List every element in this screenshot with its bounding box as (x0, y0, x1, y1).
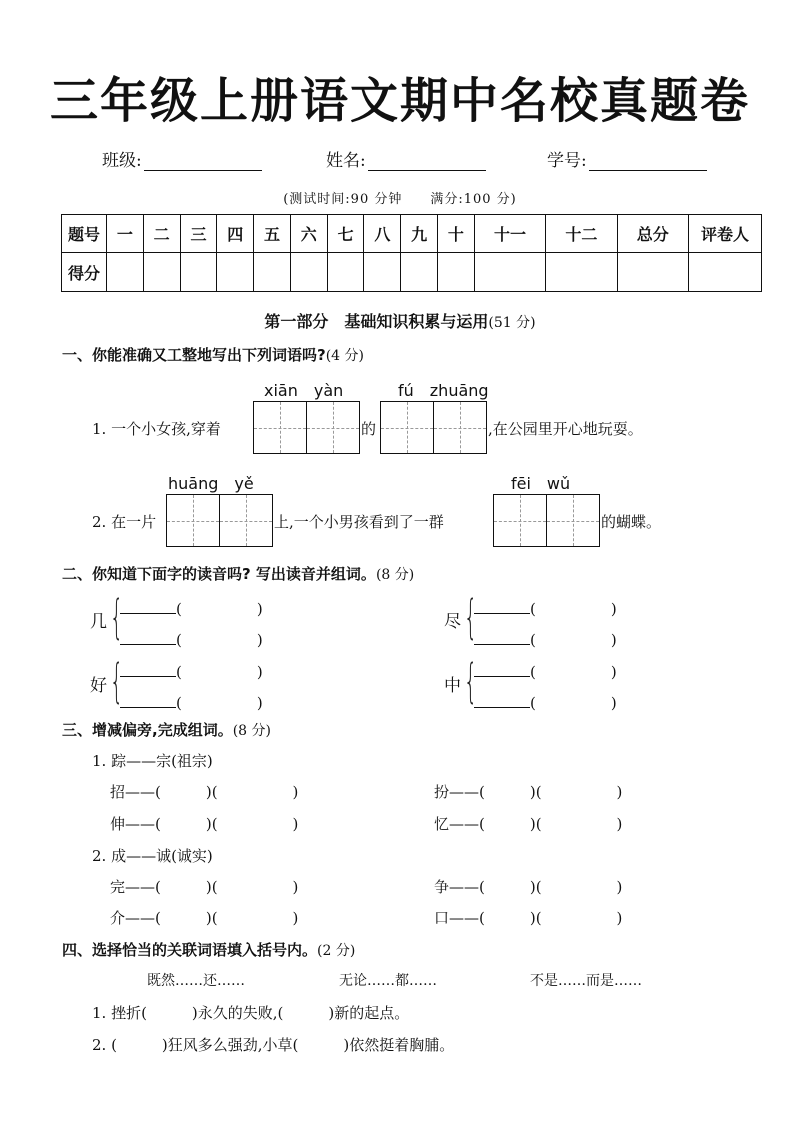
test-info: (测试时间:90 分钟 满分:100 分) (283, 192, 517, 207)
q3-item[interactable]: 口——( )( ) (434, 909, 623, 927)
id-field (547, 146, 707, 171)
part1-title (0, 309, 800, 332)
score-header-cell: 六 (290, 215, 327, 253)
q2-blank-row (474, 629, 617, 650)
q1-pinyin-2: fú zhuāng (398, 381, 489, 400)
score-header-cell: 八 (364, 215, 401, 253)
q1-title-text: 一、你能准确又工整地写出下列词语吗? (62, 346, 326, 364)
q1-item1-middle: 的 (361, 420, 377, 438)
q2-blank-row (474, 692, 617, 713)
q3-item[interactable]: 伸——( )( ) (110, 815, 299, 833)
score-row-label: 得分 (62, 253, 107, 292)
class-label: 班级: (102, 151, 142, 171)
name-blank[interactable] (368, 155, 486, 171)
q4-option: 无论……都…… (339, 973, 437, 989)
q3-example-2: 2. 成——诚(诚实) (92, 847, 213, 865)
name-label: 姓名: (326, 151, 366, 171)
q2-char: 中 (444, 676, 461, 696)
q3-points: (8 分) (232, 723, 271, 739)
part1-title-text: 第一部分 基础知识积累与运用 (264, 312, 489, 331)
score-header-cell: 四 (217, 215, 254, 253)
score-cell[interactable] (689, 253, 762, 292)
q4-option: 既然……还…… (147, 973, 245, 989)
q2-blank-row (120, 692, 263, 713)
q2-paren[interactable]: ( ) (176, 663, 263, 681)
score-header-cell: 总分 (617, 215, 688, 253)
q3-item[interactable]: 忆——( )( ) (434, 815, 623, 833)
brace-icon: { (110, 590, 124, 644)
score-header-cell: 三 (180, 215, 217, 253)
score-header-cell: 二 (143, 215, 180, 253)
q1-writing-box-1[interactable] (253, 401, 360, 454)
q2-title-text: 二、你知道下面字的读音吗? 写出读音并组词。 (62, 565, 376, 583)
q3-item[interactable]: 介——( )( ) (110, 909, 299, 927)
score-header-cell: 十 (438, 215, 475, 253)
score-cell[interactable] (290, 253, 327, 292)
brace-icon: { (464, 654, 478, 708)
score-cell[interactable] (217, 253, 254, 292)
q1-pinyin-1: xiān yàn (264, 381, 344, 400)
q1-item1-suffix: ,在公园里开心地玩耍。 (488, 420, 643, 438)
class-field (102, 146, 262, 171)
name-field (326, 146, 486, 171)
q2-title (62, 563, 414, 584)
q1-title (62, 344, 364, 365)
q3-title (62, 719, 271, 740)
part1-points: (51 分) (488, 315, 536, 331)
q1-pinyin-4: fēi wǔ (511, 474, 571, 493)
q2-pinyin-blank[interactable] (120, 631, 176, 645)
q1-item2-suffix: 的蝴蝶。 (601, 513, 662, 531)
q2-paren[interactable]: ( ) (176, 600, 263, 618)
score-cell[interactable] (107, 253, 144, 292)
q2-paren[interactable]: ( ) (176, 694, 263, 712)
q1-item1-prefix: 1. 一个小女孩,穿着 (92, 420, 221, 438)
q2-char: 尽 (444, 612, 461, 632)
q2-pinyin-blank[interactable] (474, 600, 530, 614)
q3-item[interactable]: 完——( )( ) (110, 878, 299, 896)
q2-blank-row (120, 629, 263, 650)
page-title: 三年级上册语文期中名校真题卷 (49, 73, 750, 129)
score-header-cell: 题号 (62, 215, 107, 253)
score-cell[interactable] (438, 253, 475, 292)
q2-pinyin-blank[interactable] (120, 663, 176, 677)
id-blank[interactable] (589, 155, 707, 171)
score-cell[interactable] (254, 253, 291, 292)
q1-writing-box-4[interactable] (493, 494, 600, 547)
score-cell[interactable] (180, 253, 217, 292)
q2-blank-row (120, 598, 263, 619)
q4-title (62, 939, 355, 960)
score-cell[interactable] (401, 253, 438, 292)
q1-writing-box-2[interactable] (380, 401, 487, 454)
score-cell[interactable] (546, 253, 617, 292)
q1-item2-prefix: 2. 在一片 (92, 513, 157, 531)
id-label: 学号: (547, 151, 587, 171)
class-blank[interactable] (144, 155, 262, 171)
q2-paren[interactable]: ( ) (530, 663, 617, 681)
q2-blank-row (474, 661, 617, 682)
q2-blank-row (474, 598, 617, 619)
score-cell[interactable] (474, 253, 545, 292)
q3-example-1: 1. 踪——宗(祖宗) (92, 752, 213, 770)
q4-option: 不是……而是…… (530, 973, 642, 989)
q1-writing-box-3[interactable] (166, 494, 273, 547)
q2-pinyin-blank[interactable] (474, 631, 530, 645)
q4-title-text: 四、选择恰当的关联词语填入括号内。 (62, 941, 318, 959)
score-cell[interactable] (617, 253, 688, 292)
q4-points: (2 分) (317, 943, 356, 959)
q1-pinyin-3: huāng yě (168, 474, 254, 493)
q3-title-text: 三、增减偏旁,完成组词。 (62, 721, 233, 739)
q4-sentence-2[interactable]: 2. ( )狂风多么强劲,小草( )依然挺着胸脯。 (92, 1036, 455, 1054)
score-cell[interactable] (327, 253, 364, 292)
q2-pinyin-blank[interactable] (474, 663, 530, 677)
q2-pinyin-blank[interactable] (120, 694, 176, 708)
score-header-cell: 五 (254, 215, 291, 253)
q2-paren[interactable]: ( ) (530, 694, 617, 712)
score-header-cell: 十一 (474, 215, 545, 253)
score-cell[interactable] (364, 253, 401, 292)
score-cell[interactable] (143, 253, 180, 292)
score-header-cell: 评卷人 (689, 215, 762, 253)
q2-paren[interactable]: ( ) (176, 631, 263, 649)
score-table (61, 214, 762, 292)
q2-blank-row (120, 661, 263, 682)
q3-item[interactable]: 争——( )( ) (434, 878, 623, 896)
q2-pinyin-blank[interactable] (474, 694, 530, 708)
score-header-cell: 一 (107, 215, 144, 253)
q2-paren[interactable]: ( ) (530, 631, 617, 649)
score-header-cell: 九 (401, 215, 438, 253)
brace-icon: { (464, 590, 478, 644)
q3-item[interactable]: 扮——( )( ) (434, 783, 623, 801)
score-header-cell: 十二 (546, 215, 617, 253)
q4-sentence-1[interactable]: 1. 挫折( )永久的失败,( )新的起点。 (92, 1004, 410, 1022)
q2-char: 好 (90, 676, 107, 696)
q1-item2-middle: 上,一个小男孩看到了一群 (274, 513, 444, 531)
q1-points: (4 分) (325, 348, 364, 364)
q2-paren[interactable]: ( ) (530, 600, 617, 618)
q2-char: 几 (90, 612, 107, 632)
q3-item[interactable]: 招——( )( ) (110, 783, 299, 801)
brace-icon: { (110, 654, 124, 708)
q2-points: (8 分) (375, 567, 415, 583)
q2-pinyin-blank[interactable] (120, 600, 176, 614)
score-header-cell: 七 (327, 215, 364, 253)
